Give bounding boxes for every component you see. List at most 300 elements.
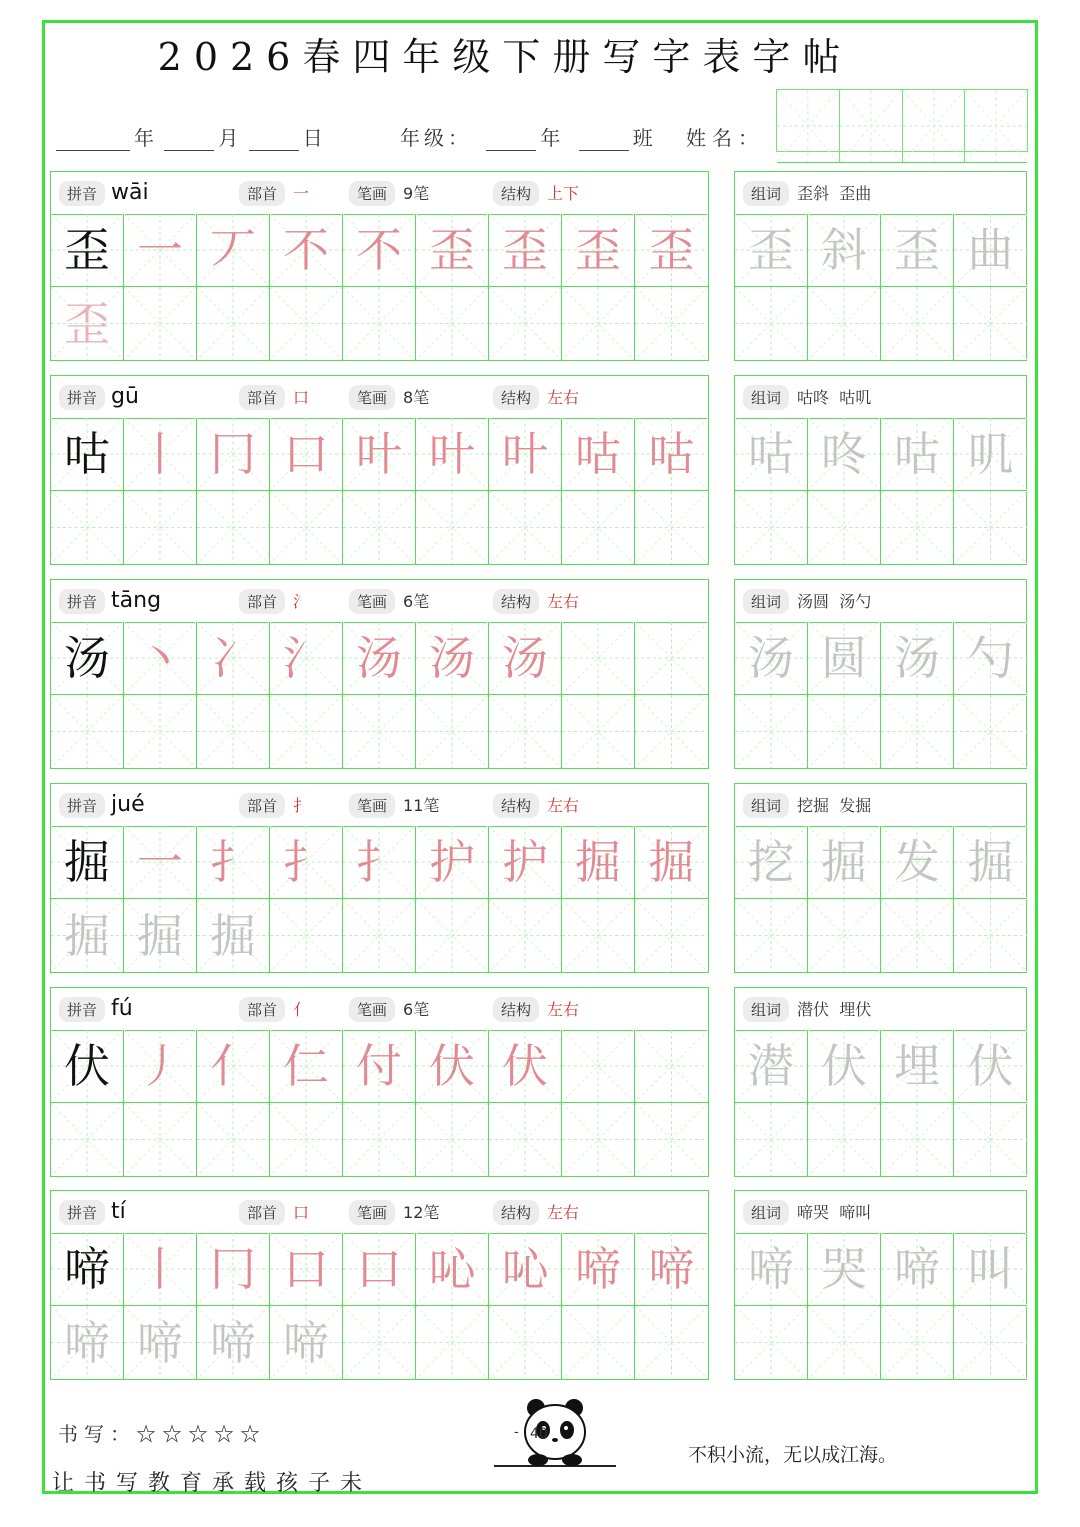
practice-cell[interactable] xyxy=(562,695,635,768)
stroke-cell[interactable] xyxy=(489,1233,562,1306)
word-cell[interactable] xyxy=(954,1233,1027,1306)
word-cell[interactable] xyxy=(735,214,808,287)
grid-guide xyxy=(489,1306,561,1379)
practice-cell[interactable] xyxy=(197,1306,270,1379)
stroke-step-char: 吣 xyxy=(502,1242,548,1296)
stroke-cell[interactable] xyxy=(416,418,489,491)
grid-row xyxy=(51,287,708,360)
practice-cell[interactable] xyxy=(124,695,197,768)
name-box[interactable] xyxy=(777,90,840,163)
words-field xyxy=(743,589,871,614)
structure-field xyxy=(493,181,579,206)
name-box[interactable] xyxy=(965,90,1027,163)
word-trace-char: 歪 xyxy=(748,223,794,277)
practice-cell[interactable] xyxy=(635,491,708,564)
practice-cell[interactable] xyxy=(489,287,562,360)
practice-cell[interactable] xyxy=(343,491,416,564)
pinyin-tag: 拼音 xyxy=(59,385,105,410)
grid-guide xyxy=(51,1103,123,1176)
stroke-cell[interactable] xyxy=(562,418,635,491)
stroke-step xyxy=(575,1242,621,1296)
practice-panel xyxy=(50,783,709,973)
practice-cell[interactable] xyxy=(270,1306,343,1379)
grid-guide xyxy=(416,1306,488,1379)
word-cell[interactable] xyxy=(881,1233,954,1306)
practice-cell[interactable] xyxy=(635,1306,708,1379)
words-header xyxy=(735,580,1026,623)
month-label: 月 xyxy=(218,126,239,150)
grid-row xyxy=(735,491,1027,564)
word-practice-cell[interactable] xyxy=(954,1103,1027,1176)
word-practice-cell[interactable] xyxy=(881,695,954,768)
stroke-cell[interactable] xyxy=(270,622,343,695)
stroke-cell[interactable] xyxy=(124,1030,197,1103)
practice-cell[interactable] xyxy=(562,287,635,360)
practice-cell[interactable] xyxy=(124,1306,197,1379)
word-trace-char: 咕 xyxy=(894,427,940,481)
grid-guide xyxy=(416,491,488,564)
word-practice-cell[interactable] xyxy=(735,695,808,768)
stroke-cell[interactable] xyxy=(270,1030,343,1103)
word-practice-cell[interactable] xyxy=(808,695,881,768)
words-value: 挖掘 发掘 xyxy=(797,795,872,815)
word-practice-cell[interactable] xyxy=(735,899,808,972)
stroke-cell[interactable] xyxy=(343,622,416,695)
stroke-step xyxy=(502,1039,548,1093)
pinyin-tag: 拼音 xyxy=(59,589,105,614)
stroke-cell[interactable] xyxy=(343,1233,416,1306)
grid-row xyxy=(51,1103,708,1176)
practice-cell[interactable] xyxy=(197,1103,270,1176)
stroke-cell[interactable] xyxy=(270,418,343,491)
practice-cell[interactable] xyxy=(635,695,708,768)
stroke-cell[interactable] xyxy=(124,622,197,695)
word-cell[interactable] xyxy=(735,1233,808,1306)
practice-cell[interactable] xyxy=(343,287,416,360)
practice-cell[interactable] xyxy=(489,899,562,972)
words-panel xyxy=(734,171,1027,361)
practice-cell[interactable] xyxy=(197,491,270,564)
char-section xyxy=(50,579,1027,769)
slogan: 让书写教育承载孩子未 xyxy=(52,1471,373,1496)
strokes-tag: 笔画 xyxy=(349,385,395,410)
strokes-value: 6笔 xyxy=(403,591,430,611)
word-cell[interactable] xyxy=(808,1233,881,1306)
stroke-cell[interactable] xyxy=(270,1233,343,1306)
practice-cell[interactable] xyxy=(197,899,270,972)
grid-row xyxy=(735,826,1027,899)
pinyin-field xyxy=(59,180,149,206)
word-practice-cell[interactable] xyxy=(808,1103,881,1176)
word-trace-char: 啼 xyxy=(894,1242,940,1296)
stroke-cell[interactable] xyxy=(635,1030,708,1103)
trace-char: 掘 xyxy=(210,908,256,963)
practice-cell[interactable] xyxy=(124,287,197,360)
word-trace-char: 伏 xyxy=(967,1039,1014,1093)
stroke-step xyxy=(575,223,621,277)
stroke-step-char: 汤 xyxy=(429,631,475,685)
structure-value: 左右 xyxy=(547,999,580,1019)
words-tag: 组词 xyxy=(743,997,789,1022)
practice-cell[interactable] xyxy=(343,1103,416,1176)
stroke-step xyxy=(283,631,329,685)
word-practice-cell[interactable] xyxy=(881,1306,954,1379)
stroke-step-char: 吣 xyxy=(429,1242,475,1296)
radical-value: 口 xyxy=(293,387,310,407)
trace-char: 啼 xyxy=(137,1315,183,1370)
radical-tag: 部首 xyxy=(239,385,285,410)
stroke-cell[interactable] xyxy=(635,1233,708,1306)
practice-cell[interactable] xyxy=(416,1306,489,1379)
stroke-cell[interactable] xyxy=(270,826,343,899)
stroke-step-char: 咕 xyxy=(575,427,621,481)
practice-cell[interactable] xyxy=(51,899,124,972)
grid-guide xyxy=(881,491,953,564)
stroke-step xyxy=(429,223,475,277)
trace-char: 掘 xyxy=(137,908,183,963)
words-tag: 组词 xyxy=(743,385,789,410)
grid-guide xyxy=(562,287,634,360)
word-practice-cell[interactable] xyxy=(881,1103,954,1176)
year-blank[interactable] xyxy=(56,132,130,151)
stroke-cell[interactable] xyxy=(124,418,197,491)
practice-cell[interactable] xyxy=(270,287,343,360)
day-blank[interactable] xyxy=(249,132,299,151)
words-grid xyxy=(735,418,1027,564)
practice-cell[interactable] xyxy=(124,1103,197,1176)
radical-value: 亻 xyxy=(293,999,310,1019)
stroke-step-char: 扌 xyxy=(283,835,329,889)
words-grid xyxy=(735,214,1027,360)
practice-cell[interactable] xyxy=(51,695,124,768)
practice-cell[interactable] xyxy=(416,491,489,564)
grid-row xyxy=(735,622,1027,695)
words-panel xyxy=(734,375,1027,565)
stroke-cell[interactable] xyxy=(489,826,562,899)
char-section xyxy=(50,1190,1027,1380)
practice-cell[interactable] xyxy=(489,695,562,768)
grid-guide xyxy=(635,622,708,694)
stroke-cell[interactable] xyxy=(343,214,416,287)
words-grid xyxy=(735,1030,1027,1176)
stroke-cell[interactable] xyxy=(562,826,635,899)
practice-cell[interactable] xyxy=(51,287,124,360)
stroke-step xyxy=(429,1039,475,1093)
pinyin-field xyxy=(59,996,133,1022)
practice-cell[interactable] xyxy=(635,1103,708,1176)
grid-guide xyxy=(197,287,269,360)
words-value: 潜伏 埋伏 xyxy=(797,999,872,1019)
grid-guide xyxy=(51,491,123,564)
stroke-step xyxy=(502,223,548,277)
stroke-cell[interactable] xyxy=(343,418,416,491)
word-trace-char: 圆 xyxy=(821,631,867,685)
stroke-step xyxy=(648,223,695,277)
grid-row xyxy=(51,622,708,695)
word-practice-cell[interactable] xyxy=(735,287,808,360)
words-field xyxy=(743,385,871,410)
word-cell[interactable] xyxy=(881,826,954,899)
word-cell[interactable] xyxy=(808,214,881,287)
word-practice-cell[interactable] xyxy=(954,899,1027,972)
name-box[interactable] xyxy=(840,90,903,163)
stroke-cell[interactable] xyxy=(197,1233,270,1306)
word-practice-cell[interactable] xyxy=(881,899,954,972)
word-cell[interactable] xyxy=(881,214,954,287)
name-boxes[interactable] xyxy=(776,89,1028,152)
stroke-cell[interactable] xyxy=(562,214,635,287)
stroke-step-char: 歪 xyxy=(429,223,475,277)
grid-guide xyxy=(562,1103,634,1176)
word-cell[interactable] xyxy=(954,418,1027,491)
page-number: 40 xyxy=(530,1426,548,1442)
word-practice-cell[interactable] xyxy=(954,491,1027,564)
practice-cell[interactable] xyxy=(124,491,197,564)
char-section xyxy=(50,171,1027,361)
stroke-cell[interactable] xyxy=(416,214,489,287)
practice-cell[interactable] xyxy=(197,287,270,360)
practice-cell[interactable] xyxy=(416,287,489,360)
practice-cell[interactable] xyxy=(51,1306,124,1379)
practice-cell[interactable] xyxy=(343,695,416,768)
grid-guide xyxy=(635,1030,708,1102)
word-cell[interactable] xyxy=(808,622,881,695)
word-cell[interactable] xyxy=(735,418,808,491)
grid-guide xyxy=(954,695,1027,768)
practice-panel xyxy=(50,579,709,769)
word-cell[interactable] xyxy=(735,826,808,899)
grid-guide xyxy=(735,1103,807,1176)
info-header xyxy=(51,988,708,1031)
practice-cell[interactable] xyxy=(343,1306,416,1379)
word-practice-cell[interactable] xyxy=(954,1306,1027,1379)
stroke-cell[interactable] xyxy=(416,1233,489,1306)
practice-cell[interactable] xyxy=(416,1103,489,1176)
word-practice-cell[interactable] xyxy=(881,491,954,564)
class-blank[interactable] xyxy=(579,132,629,151)
structure-tag: 结构 xyxy=(493,1200,539,1225)
practice-cell[interactable] xyxy=(635,287,708,360)
stroke-cell[interactable] xyxy=(416,622,489,695)
strokes-tag: 笔画 xyxy=(349,1200,395,1225)
stroke-cell[interactable] xyxy=(197,826,270,899)
stroke-cell[interactable] xyxy=(124,1233,197,1306)
stroke-cell[interactable] xyxy=(197,1030,270,1103)
word-cell[interactable] xyxy=(881,418,954,491)
word-practice-cell[interactable] xyxy=(954,695,1027,768)
grid-guide xyxy=(416,1103,488,1176)
grid-guide xyxy=(562,899,634,972)
stroke-step-char: 扌 xyxy=(356,835,402,889)
grid-guide xyxy=(197,1103,269,1176)
stroke-cell[interactable] xyxy=(416,1030,489,1103)
strokes-tag: 笔画 xyxy=(349,793,395,818)
name-box[interactable] xyxy=(903,90,966,163)
word-cell[interactable] xyxy=(808,1030,881,1103)
grade-blank[interactable] xyxy=(486,132,536,151)
word-trace-char: 掘 xyxy=(821,835,867,889)
stroke-cell[interactable] xyxy=(562,622,635,695)
practice-grid xyxy=(51,1030,708,1176)
stroke-cell[interactable] xyxy=(270,214,343,287)
practice-cell[interactable] xyxy=(270,491,343,564)
grade-label: 年级： xyxy=(400,126,472,150)
stroke-cell[interactable] xyxy=(489,622,562,695)
stroke-step xyxy=(283,427,329,481)
stroke-step xyxy=(356,835,402,889)
words-field xyxy=(743,181,871,206)
word-trace-char: 伏 xyxy=(821,1039,867,1093)
stroke-cell[interactable] xyxy=(635,622,708,695)
main-char-cell xyxy=(51,622,124,695)
stroke-cell[interactable] xyxy=(343,1030,416,1103)
practice-cell[interactable] xyxy=(343,899,416,972)
stroke-cell[interactable] xyxy=(343,826,416,899)
word-cell[interactable] xyxy=(808,418,881,491)
practice-cell[interactable] xyxy=(416,695,489,768)
stroke-cell[interactable] xyxy=(562,1233,635,1306)
word-practice-cell[interactable] xyxy=(808,1306,881,1379)
stroke-cell[interactable] xyxy=(197,622,270,695)
info-header xyxy=(51,580,708,623)
word-cell[interactable] xyxy=(954,622,1027,695)
stroke-cell[interactable] xyxy=(635,214,708,287)
grid-guide xyxy=(735,287,807,360)
main-char: 伏 xyxy=(64,1039,110,1093)
word-trace-char: 汤 xyxy=(894,631,940,685)
word-cell[interactable] xyxy=(954,1030,1027,1103)
pinyin-field xyxy=(59,384,139,410)
word-cell[interactable] xyxy=(735,1030,808,1103)
word-practice-cell[interactable] xyxy=(808,899,881,972)
practice-cell[interactable] xyxy=(489,1103,562,1176)
strokes-field xyxy=(349,385,429,410)
practice-cell[interactable] xyxy=(124,899,197,972)
practice-cell[interactable] xyxy=(489,491,562,564)
practice-cell[interactable] xyxy=(51,1103,124,1176)
practice-cell[interactable] xyxy=(635,899,708,972)
strokes-value: 11笔 xyxy=(403,795,440,815)
practice-cell[interactable] xyxy=(270,899,343,972)
word-practice-cell[interactable] xyxy=(735,1103,808,1176)
word-practice-cell[interactable] xyxy=(735,1306,808,1379)
radical-field xyxy=(239,385,309,410)
grid-guide xyxy=(124,695,196,768)
word-cell[interactable] xyxy=(881,622,954,695)
stroke-cell[interactable] xyxy=(197,214,270,287)
word-trace-char: 埋 xyxy=(894,1039,940,1093)
practice-cell[interactable] xyxy=(270,695,343,768)
practice-grid xyxy=(51,1233,708,1379)
word-cell[interactable] xyxy=(808,826,881,899)
stroke-step-char: 口 xyxy=(356,1242,402,1296)
radical-value: 口 xyxy=(293,1202,310,1222)
word-practice-cell[interactable] xyxy=(881,287,954,360)
practice-grid xyxy=(51,214,708,360)
word-cell[interactable] xyxy=(954,214,1027,287)
trace-char: 啼 xyxy=(64,1315,110,1370)
practice-cell[interactable] xyxy=(489,1306,562,1379)
word-trace-char: 勺 xyxy=(967,631,1014,685)
word-cell[interactable] xyxy=(735,622,808,695)
practice-grid xyxy=(51,418,708,564)
structure-value: 左右 xyxy=(547,1202,580,1222)
stroke-cell[interactable] xyxy=(635,826,708,899)
practice-cell[interactable] xyxy=(562,1103,635,1176)
grid-guide xyxy=(343,287,415,360)
grid-guide xyxy=(635,899,708,972)
word-trace-char: 歪 xyxy=(894,223,940,277)
grid-guide xyxy=(270,899,342,972)
grid-guide xyxy=(343,899,415,972)
grid-guide xyxy=(735,1306,807,1379)
word-practice-cell[interactable] xyxy=(808,491,881,564)
stroke-cell[interactable] xyxy=(416,826,489,899)
word-cell[interactable] xyxy=(954,826,1027,899)
stroke-step-char: 护 xyxy=(429,835,475,889)
practice-cell[interactable] xyxy=(562,899,635,972)
stroke-cell[interactable] xyxy=(635,418,708,491)
structure-field xyxy=(493,589,579,614)
grid-guide xyxy=(808,1103,880,1176)
structure-tag: 结构 xyxy=(493,589,539,614)
stroke-cell[interactable] xyxy=(489,1030,562,1103)
practice-cell[interactable] xyxy=(562,1306,635,1379)
stroke-cell[interactable] xyxy=(562,1030,635,1103)
stroke-step-char: 叶 xyxy=(429,427,475,481)
pinyin-field xyxy=(59,588,161,614)
pinyin-field xyxy=(59,792,145,818)
stroke-step-char: 汤 xyxy=(356,631,402,685)
word-trace-char: 哭 xyxy=(821,1242,867,1296)
practice-cell[interactable] xyxy=(416,899,489,972)
stroke-step xyxy=(210,223,256,277)
stroke-step-char: 丨 xyxy=(137,1242,183,1296)
strokes-value: 9笔 xyxy=(403,183,430,203)
main-char-cell xyxy=(51,1030,124,1103)
word-practice-cell[interactable] xyxy=(735,491,808,564)
strokes-tag: 笔画 xyxy=(349,181,395,206)
stroke-cell[interactable] xyxy=(124,826,197,899)
pinyin-value: wāi xyxy=(111,180,149,205)
word-cell[interactable] xyxy=(881,1030,954,1103)
practice-cell[interactable] xyxy=(562,491,635,564)
stroke-cell[interactable] xyxy=(489,418,562,491)
practice-cell[interactable] xyxy=(270,1103,343,1176)
word-practice-cell[interactable] xyxy=(954,287,1027,360)
month-blank[interactable] xyxy=(164,132,214,151)
radical-tag: 部首 xyxy=(239,1200,285,1225)
grid-guide xyxy=(808,287,880,360)
stroke-step-char: 口 xyxy=(283,1242,329,1296)
stroke-step xyxy=(210,631,256,685)
strokes-tag: 笔画 xyxy=(349,997,395,1022)
words-field xyxy=(743,793,871,818)
stroke-step xyxy=(210,1039,256,1093)
practice-cell[interactable] xyxy=(197,695,270,768)
grid-guide xyxy=(416,287,488,360)
grid-guide xyxy=(343,1103,415,1176)
stroke-cell[interactable] xyxy=(489,214,562,287)
trace-char: 啼 xyxy=(210,1315,256,1370)
words-tag: 组词 xyxy=(743,181,789,206)
stroke-step-char: 咕 xyxy=(648,427,695,481)
grid-row xyxy=(51,1306,708,1379)
practice-cell[interactable] xyxy=(51,491,124,564)
stroke-cell[interactable] xyxy=(197,418,270,491)
stroke-cell[interactable] xyxy=(124,214,197,287)
word-practice-cell[interactable] xyxy=(808,287,881,360)
